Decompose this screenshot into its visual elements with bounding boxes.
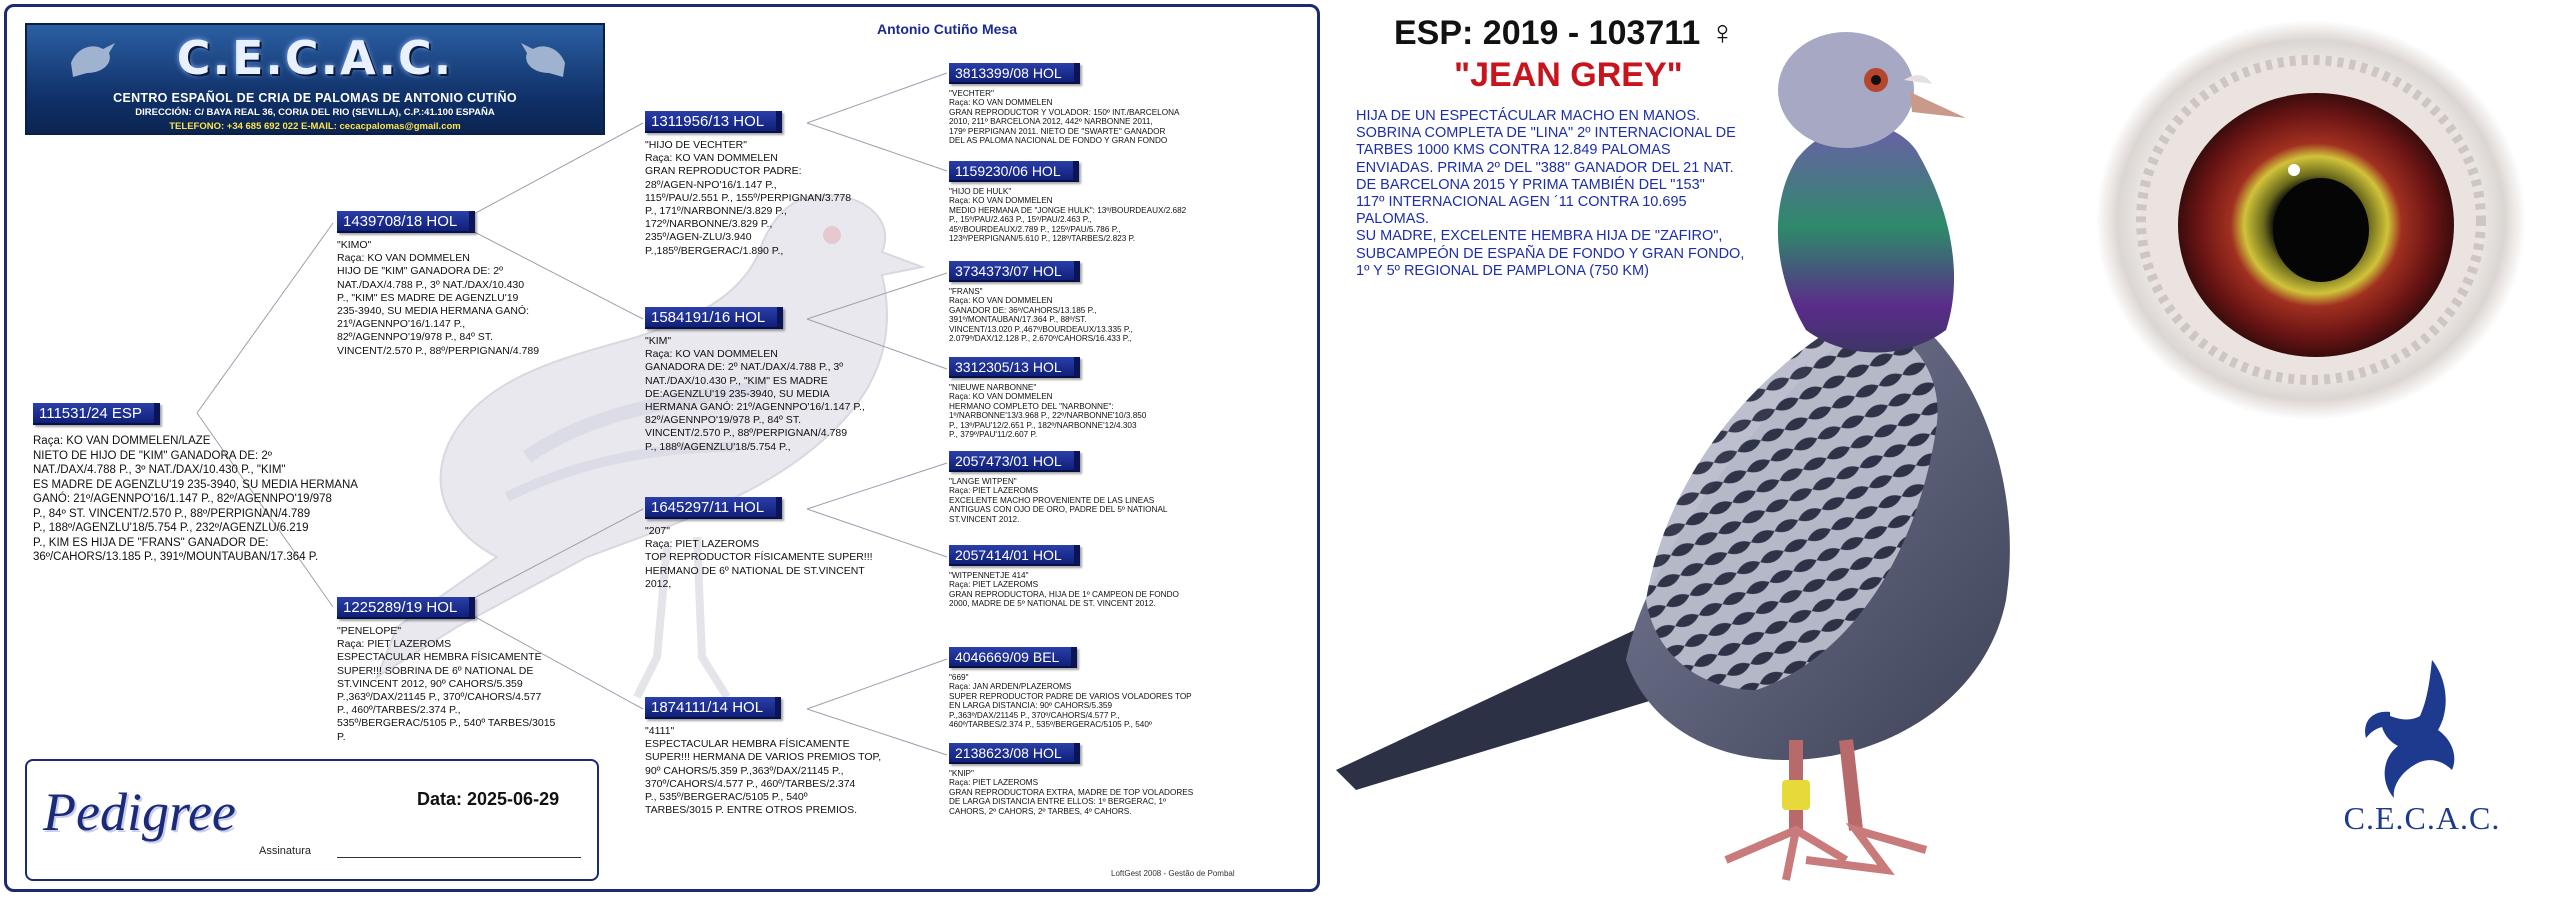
owner-name: Antonio Cutiño Mesa (877, 21, 1017, 37)
g4-ring-5[interactable]: 2057473/01 HOL (949, 451, 1080, 472)
sire-sire-ring[interactable]: 1311956/13 HOL (645, 111, 782, 133)
g4-description-5: "LANGE WITPEN" Raça: PIET LAZEROMS EXCELENTE MACHO PROVENIENTE DE LAS LINEAS ANTIGUAS CON OJO DE ORO, PADRE DEL 5º NATIONAL ST.VINCENT 2012. (949, 477, 1168, 524)
g4-description-1: "VECHTER" Raça: KO VAN DOMMELEN GRAN REPRODUCTOR Y VOLADOR: 150º INT./BARCELONA 2010, 211º BARCELONA 2012, 442º NARBONNE 2011, 179º PERPIGNAN 2011. NIETO DE "SWARTE" GANADOR DEL AS PALOMA NACIONAL DE FONDO Y GRAN FONDO (949, 89, 1180, 146)
g4-description-3: "FRANS" Raça: KO VAN DOMMELEN GANADOR DE: 36º/CAHORS/13.185 P., 391º/MONTAUBAN/17.364 P., 88º/ST. VINCENT/13.020 P.,467º/BOURDEAUX/13.335 P., 2.079º/DAX/12.128 P., 2.670º/CAHORS/16.433 P., (949, 287, 1133, 344)
g4-description-7: "669" Raça: JAN ARDEN/PLAZEROMS SUPER REPRODUCTOR PADRE DE VARIOS VOLADORES TOP EN LARGA DISTANCIA: 90º CAHORS/5.359 P.,363º/DAX/21145 P., 370º/CAHORS/4.577 P., 460º/TARBES/2.374 P., 535º/BERGERAC/5105 P., 540º (949, 673, 1192, 730)
photo-card (1326, 0, 2560, 900)
dam-ring[interactable]: 1225289/19 HOL (337, 597, 475, 619)
connector-line (807, 659, 947, 709)
signature-line[interactable] (337, 857, 581, 858)
g4-ring-1[interactable]: 3813399/08 HOL (949, 63, 1080, 84)
banner-line-3: TELEFONO: +34 685 692 022 E-MAIL: cecacpalomas@gmail.com (169, 121, 461, 132)
print-date: Data: 2025-06-29 (417, 789, 560, 809)
sire-description: "KIMO" Raça: KO VAN DOMMELEN HIJO DE "KIM" GANADORA DE: 2º NAT./DAX/4.788 P., 3º NAT./DAX/10.430 P., "KIM" ES MADRE DE AGENZLU'19 235-3940, SU MEDIA HERMANA GANÓ: 21º/AGENNPO'16/1.147 P., 82º/AGENNPO'19/978 P., 84º ST. VINCENT/2.570 P., 88º/PERPIGNAN/4.789 (337, 239, 540, 357)
leg-band (1782, 780, 1810, 810)
subject-ring[interactable]: 111531/24 ESP (33, 403, 160, 425)
banner-line-2: DIRECCIÓN: C/ BAYA REAL 36, CORIA DEL RIO (SEVILLA), C.P.:41.100 ESPAÑA (135, 107, 495, 118)
dam-dam-description: "4111" ESPECTACULAR HEMBRA FÍSICAMENTE SUPER!!! HERMANA DE VARIOS PREMIOS TOP, 90º CAHORS/5.359 P.,363º/DAX/21145 P., 370º/CAHORS/4.577 P., 460º/TARBES/2.374 P., 535º/BERGERAC/5105 P., 540º TARBES/3015 P. ENTRE OTROS PREMIOS. (645, 725, 882, 817)
g4-ring-4[interactable]: 3312305/13 HOL (949, 357, 1080, 378)
sire-dam-ring[interactable]: 1584191/16 HOL (645, 307, 783, 329)
g4-ring-8[interactable]: 2138623/08 HOL (949, 743, 1080, 764)
connector-line (807, 73, 947, 123)
g4-description-4: "NIEUWE NARBONNE" Raça: KO VAN DOMMELEN HERMANO COMPLETO DEL "NARBONNE": 1º/NARBONNE'13/3.968 P., 22º/NARBONNE'10/3.850 P., 13º/PAU'12/2.651 P., 182º/NARBONNE'12/4.303 P., 379º/PAU'11/2.607 P. (949, 383, 1147, 440)
sire-ring[interactable]: 1439708/18 HOL (337, 211, 475, 233)
sire-dam-description: "KIM" Raça: KO VAN DOMMELEN GANADORA DE: 2º NAT./DAX/4.788 P., 3º NAT./DAX/10.430 P., "KIM" ES MADRE DE:AGENZLU'19 235-3940, SU MEDIA HERMANA GANÓ: 21º/AGENNPO'16/1.147 P., 82º/AGENNPO'19/978 P., 84º ST. VINCENT/2.570 P., 88º/PERPIGNAN/4.789 P., 188º/AGENZLU'18/5.754 P., (645, 335, 865, 453)
signature-label: Assinatura (259, 845, 311, 857)
pedigree-sheet (4, 4, 1320, 892)
banner-line-1: CENTRO ESPAÑOL DE CRIA DE PALOMAS DE ANTONIO CUTIÑO (113, 91, 517, 105)
eye-photo (2086, 20, 2536, 460)
cecac-logo (2332, 650, 2512, 850)
connector-line (807, 463, 947, 509)
connector-line (807, 273, 947, 319)
card-description: HIJA DE UN ESPECTÁCULAR MACHO EN MANOS. SOBRINA COMPLETA DE "LINA" 2º INTERNACIONAL DE TARBES 1000 KMS CONTRA 12.849 PALOMAS ENVIADAS. PRIMA 2º DEL "388" GANADOR DEL 21 NAT. DE BARCELONA 2015 Y PRIMA TAMBIÉN DEL "153" 117º INTERNACIONAL AGEN ´11 CONTRA 10.695 PALOMAS. SU MADRE, EXCELENTE HEMBRA HIJA DE "ZAFIRO", SUBCAMPEÓN DE ESPAÑA DE FONDO Y GRAN FONDO, 1º Y 5º REGIONAL DE PAMPLONA (750 KM) (1356, 108, 1745, 279)
g4-ring-3[interactable]: 3734373/07 HOL (949, 261, 1080, 282)
banner-title: C.E.C.A.C. (176, 31, 454, 85)
g4-ring-2[interactable]: 1159230/06 HOL (949, 161, 1079, 182)
g4-ring-7[interactable]: 4046669/09 BEL (949, 647, 1077, 668)
dove-icon (2332, 650, 2512, 800)
g4-description-2: "HIJO DE HULK" Raça: KO VAN DOMMELEN MEDIO HERMANA DE "JONGE HULK": 13º/BOURDEAUX/2.682 P., 15º/PAU/2.463 P., 15º/PAU/2.463 P., 45º/BOURDEAUX/2.789 P., 125º/PAU/5.786 P., 123º/PERPIGNAN/5.610 P., 128º/TARBES/2.823 P. (949, 187, 1187, 244)
subject-description: Raça: KO VAN DOMMELEN/LAZE NIETO DE HIJO DE "KIM" GANADORA DE: 2º NAT./DAX/4.788 P., 3º NAT./DAX/10.430 P., "KIM" ES MADRE DE AGENZLU'19 235-3940, SU MEDIA HERMANA GANÓ: 21º/AGENNPO'16/1.147 P., 82º/AGENNPO'19/978 P., 84º ST. VINCENT/2.570 P., 88º/PERPIGNAN/4.789 P., 188º/AGENZLU'18/5.754 P., 232º/AGENZLU/6.219 P., KIM ES HIJA DE "FRANS" GANADOR DE: 36º/CAHORS/13.185 P., 391º/MOUNTAUBAN/17.364 P. (33, 435, 358, 563)
dam-description: "PENELOPE" Raça: PIET LAZEROMS ESPECTACULAR HEMBRA FÍSICAMENTE SUPER!!! SOBRINA DE 6º NATIONAL DE ST.VINCENT 2012, 90º CAHORS/5.359 P.,363º/DAX/21145 P., 370º/CAHORS/4.577 P., 460º/TARBES/2.374 P., 535º/BERGERAC/5105 P., 540º TARBES/3015 P. (337, 625, 556, 743)
footer-box (25, 759, 599, 881)
connector-line (457, 123, 643, 223)
g4-description-6: "WITPENNETJE 414" Raça: PIET LAZEROMS GRAN REPRODUCTORA, HIJA DE 1º CAMPEON DE FONDO 2000, MADRE DE 5º NATIONAL DE ST. VINCENT 2012. (949, 571, 1179, 609)
cecac-logo-text: C.E.C.A.C. (2343, 800, 2501, 836)
card-pigeon-name: "JEAN GREY" (1454, 56, 1683, 94)
dam-dam-ring[interactable]: 1874111/14 HOL (645, 697, 781, 719)
g4-ring-6[interactable]: 2057414/01 HOL (949, 545, 1080, 566)
connector-line (457, 509, 643, 607)
card-ring-number: ESP: 2019 - 103711 ♀ (1394, 14, 1736, 52)
sire-sire-description: "HIJO DE VECHTER" Raça: KO VAN DOMMELEN GRAN REPRODUCTOR PADRE: 28º/AGEN-NPO'16/1.147 P., 115º/PAU/2.551 P., 155º/PERPIGNAN/3.778 P., 171º/NARBONNE/3.829 P., 172º/NARBONNE/3.829 P., 235º/AGEN-ZLU/3.940 P.,185º/BERGERAC/1.890 P., (645, 139, 852, 257)
dam-sire-ring[interactable]: 1645297/11 HOL (645, 497, 782, 519)
pedigree-logo: Pedigree (43, 782, 236, 842)
software-credit: LoftGest 2008 - Gestão de Pombal (1111, 869, 1235, 878)
connector-line (197, 223, 333, 413)
g4-description-8: "KNIP" Raça: PIET LAZEROMS GRAN REPRODUCTORA EXTRA, MADRE DE TOP VOLADORES DE LARGA DISTANCIA ENTRE ELLOS: 1º BERGERAC, 1º CAHORS, 2º CAHORS, 2º TARBES, 4º CAHORS. (949, 769, 1194, 816)
dam-sire-description: "207" Raça: PIET LAZEROMS TOP REPRODUCTOR FÍSICAMENTE SUPER!!! HERMANO DE 6º NATIONAL DE ST.VINCENT 2012, (645, 525, 873, 590)
